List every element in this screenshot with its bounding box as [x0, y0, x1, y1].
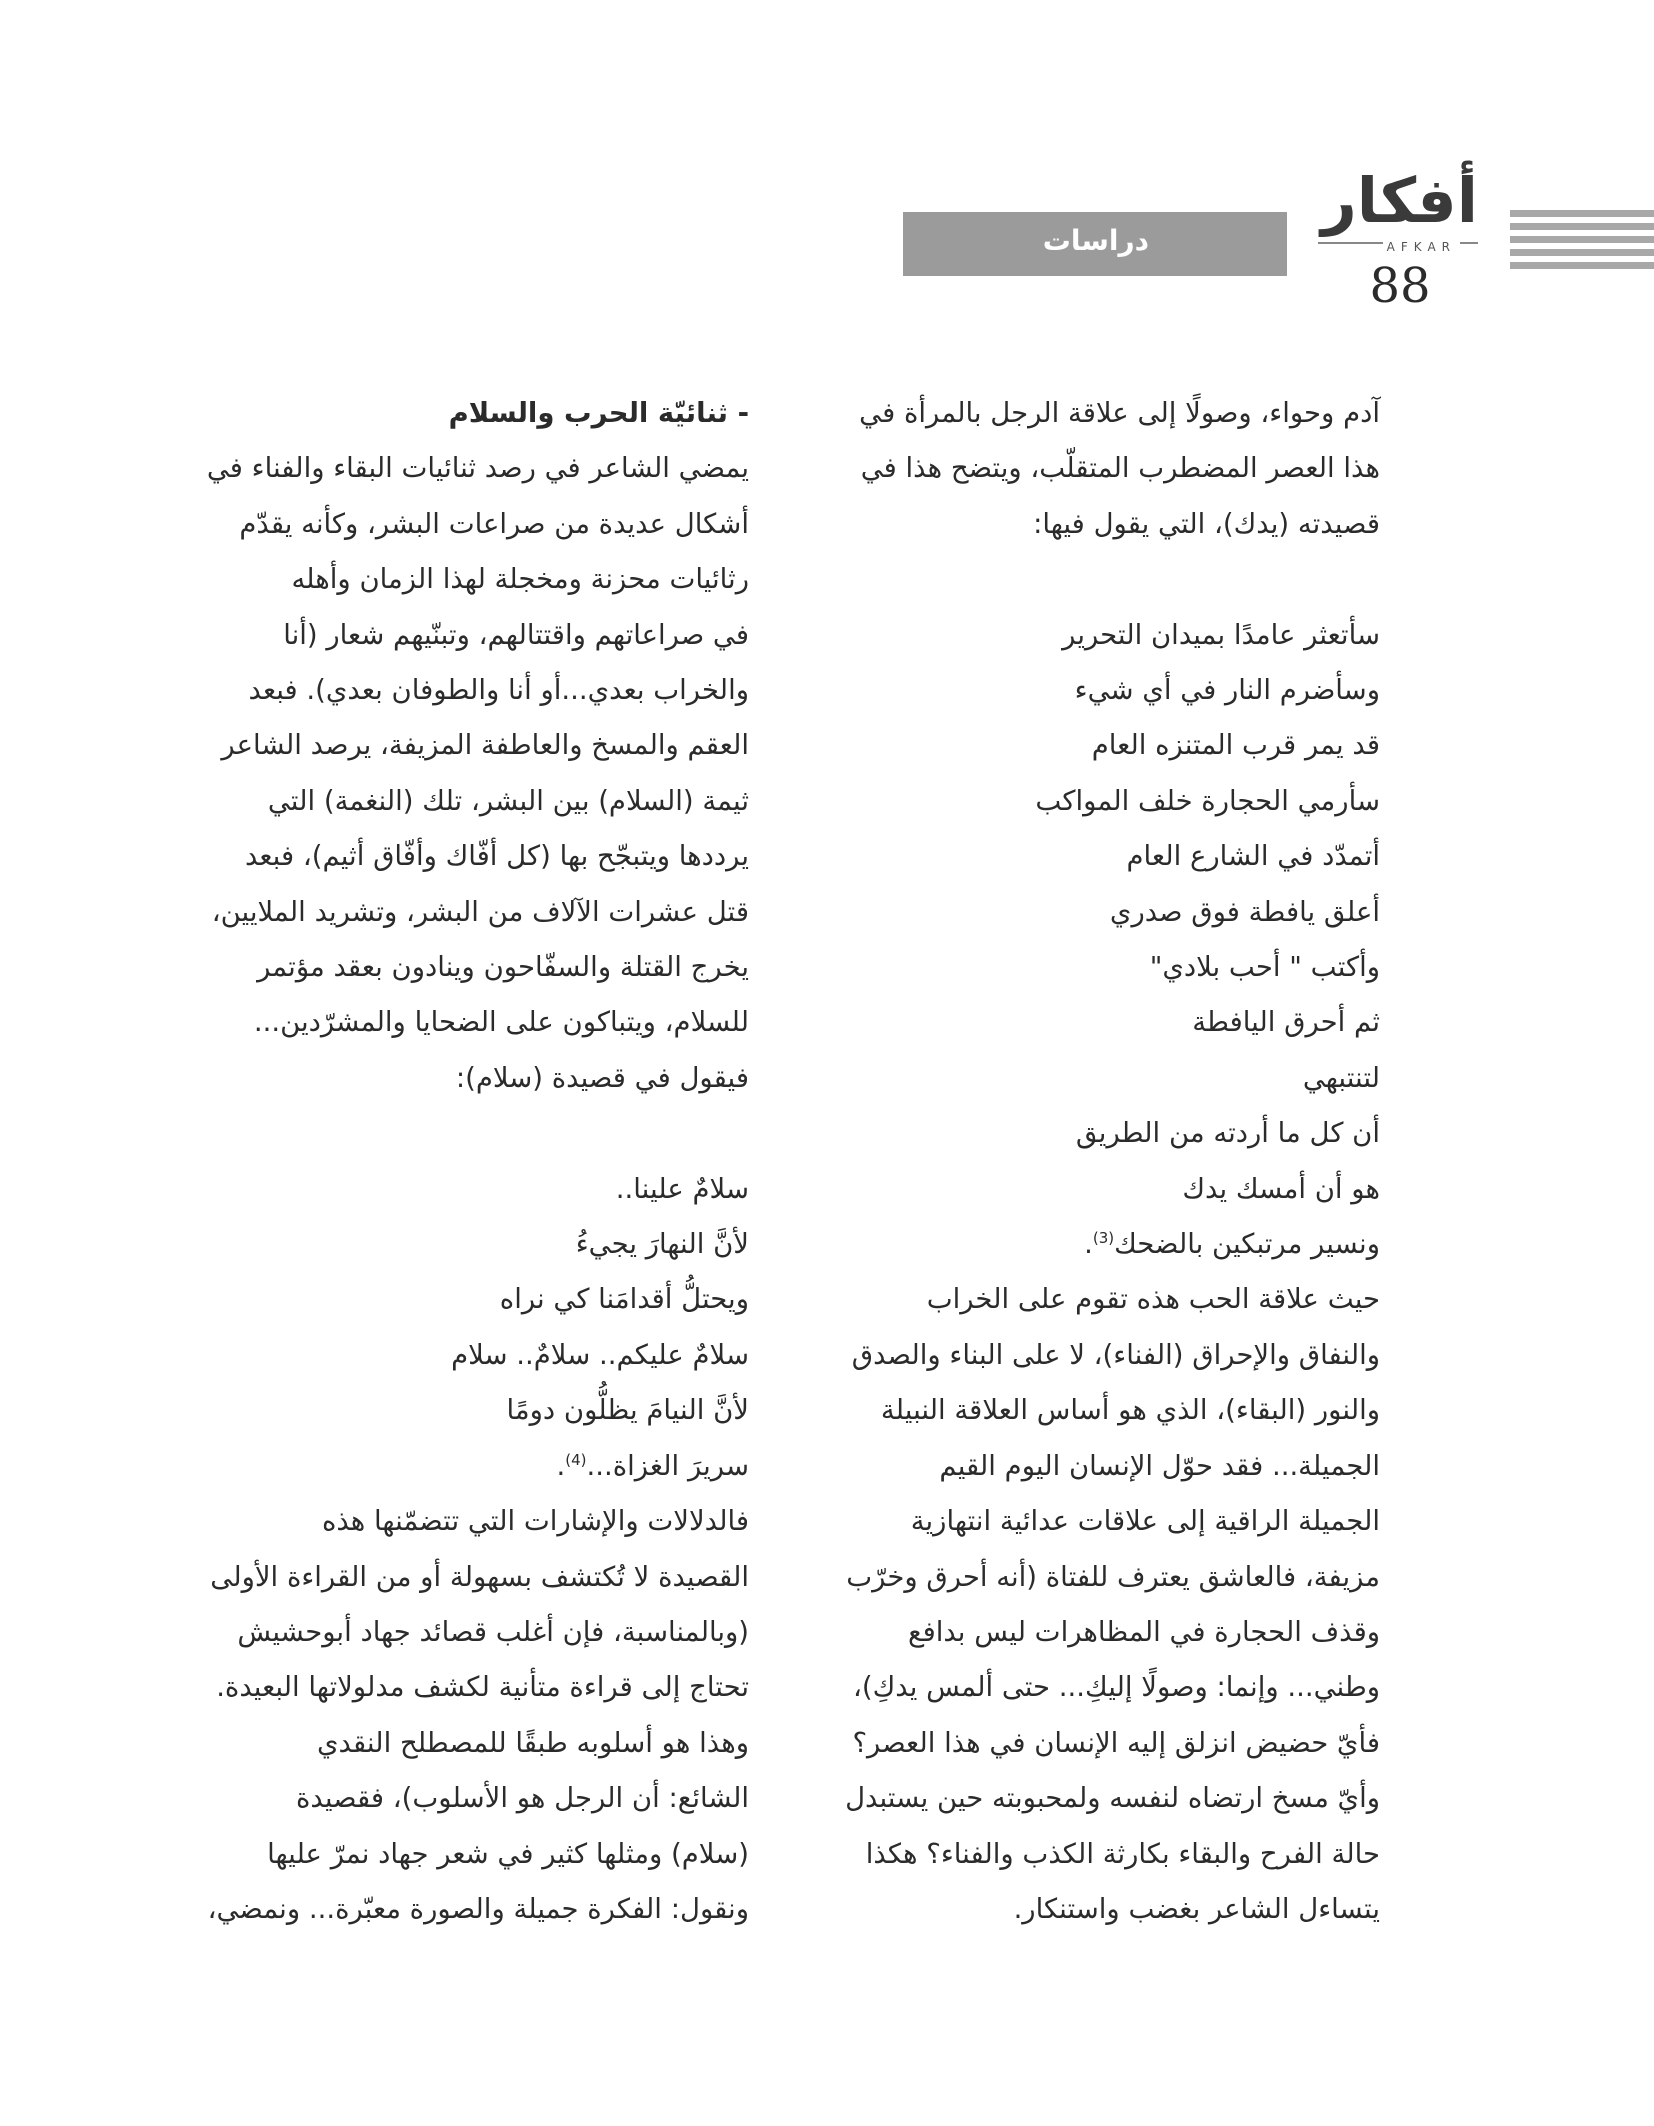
paragraph-line: هذا العصر المضطرب المتقلّب، ويتضح هذا في [860, 452, 1380, 485]
paragraph-line: تحتاج إلى قراءة متأنية لكشف مدلولاتها البعيدة. [216, 1671, 749, 1704]
poem-line: قد يمر قرب المتنزه العام [1091, 729, 1380, 762]
poem-line: ويحتلُّ أقدامَنا كي نراه [499, 1283, 749, 1316]
paragraph-line: حيث علاقة الحب هذه تقوم على الخراب [926, 1283, 1380, 1316]
paragraph-line: وهذا هو أسلوبه طبقًا للمصطلح النقدي [317, 1726, 749, 1759]
poem-line: أن كل ما أردته من الطريق [1075, 1117, 1380, 1150]
spacer [190, 1106, 749, 1161]
paragraph-line: مزيفة، فالعاشق يعترف للفتاة (أنه أحرق وخرّب [846, 1560, 1380, 1593]
paragraph-line: والخراب بعدي...أو أنا والطوفان بعدي). فبعد [248, 674, 749, 707]
left-column [190, 386, 749, 1937]
paragraph-line: (وبالمناسبة، فإن أغلب قصائد جهاد أبوحشيش [237, 1615, 749, 1648]
paragraph-line: في صراعاتهم واقتتالهم، وتبنّيهم شعار (أنا [283, 618, 749, 651]
paragraph-line: للسلام، ويتباكون على الضحايا والمشرّدين... [253, 1006, 749, 1039]
page-number: 88 [1369, 258, 1431, 314]
poem-line: هو أن أمسك يدك [1182, 1172, 1380, 1205]
paragraph-line: والنفاق والإحراق (الفناء)، لا على البناء والصدق [851, 1338, 1380, 1371]
paragraph-line: حالة الفرح والبقاء بكارثة الكذب والفناء؟ هكذا [865, 1837, 1380, 1870]
paragraph-line: الشائع: أن الرجل هو الأسلوب)، فقصيدة [296, 1782, 749, 1815]
paragraph-line: قتل عشرات الآلاف من البشر، وتشريد الملايين، [211, 895, 749, 928]
poem-line: سأرمي الحجارة خلف المواكب [1035, 784, 1380, 817]
poem-line: سلامٌ عليكم.. سلامٌ.. سلام [451, 1338, 749, 1371]
header-stripes [1510, 210, 1654, 275]
poem-line: وأكتب " أحب بلادي" [1149, 951, 1380, 984]
spacer [827, 552, 1380, 607]
logo-latin: AFKAR [1383, 240, 1460, 254]
section-heading: - ثنائيّة الحرب والسلام [448, 397, 749, 429]
paragraph-line: الجميلة... فقد حوّل الإنسان اليوم القيم [939, 1449, 1380, 1482]
poem-text: ونسير مرتبكين بالضحك [1114, 1228, 1380, 1261]
poem-line: وسأضرم النار في أي شيء [1074, 674, 1380, 707]
paragraph-line: القصيدة لا تُكتشف بسهولة أو من القراءة الأولى [210, 1560, 749, 1593]
paragraph-line: وقذف الحجارة في المظاهرات ليس بدافع [907, 1615, 1380, 1648]
paragraph-line: يتساءل الشاعر بغضب واستنكار. [1013, 1892, 1380, 1925]
poem-line: سلامٌ علينا.. [615, 1172, 749, 1205]
poem-line: ثم أحرق اليافطة [1192, 1006, 1380, 1039]
poem-line: لتنتبهي [1302, 1061, 1380, 1094]
paragraph-line: وطني... وإنما: وصولًا إليكِ... حتى ألمس يدكِ)، [853, 1671, 1380, 1704]
footnote-ref: (3) [1092, 1228, 1115, 1247]
paragraph-line: أشكال عديدة من صراعات البشر، وكأنه يقدّم [239, 507, 749, 540]
poem-end: . [556, 1449, 566, 1482]
paragraph-line: يمضي الشاعر في رصد ثنائيات البقاء والفناء في [206, 452, 749, 485]
poem-line: لأنَّ النيامَ يظلُّون دومًا [506, 1394, 749, 1427]
poem-line: أتمدّد في الشارع العام [1126, 840, 1380, 873]
poem-line: سأتعثر عامدًا بميدان التحرير [1062, 618, 1380, 651]
paragraph-line: يخرج القتلة والسفّاحون وينادون بعقد مؤتمر [257, 951, 749, 984]
poem-line: أعلق يافطة فوق صدري [1109, 895, 1380, 928]
section-label [903, 212, 1287, 276]
poem-line-last [190, 1439, 749, 1494]
magazine-logo [1318, 166, 1478, 262]
paragraph-line: فالدلالات والإشارات التي تتضمّنها هذه [321, 1505, 749, 1538]
poem-line: لأنَّ النهارَ يجيءُ [575, 1228, 749, 1261]
poem-end: . [1084, 1228, 1093, 1261]
right-column [827, 386, 1380, 1937]
poem-text: سريرَ الغزاة... [586, 1449, 749, 1482]
paragraph-line: الجميلة الراقية إلى علاقات عدائية انتهازية [910, 1505, 1380, 1538]
paragraph-line: يرددها ويتبجّح بها (كل أفّاك وأفّاق أثيم)، فبعد [244, 840, 749, 873]
poem-line-last [827, 1217, 1380, 1272]
paragraph-line: ثيمة (السلام) بين البشر، تلك (النغمة) التي [267, 784, 749, 817]
paragraph-line: رثائيات محزنة ومخجلة لهذا الزمان وأهله [291, 563, 749, 596]
footnote-ref: (4) [565, 1450, 587, 1469]
paragraph-line: وأيّ مسخ ارتضاه لنفسه ولمحبوبته حين يستبدل [845, 1782, 1380, 1815]
paragraph-line: ونقول: الفكرة جميلة والصورة معبّرة... ونمضي، [207, 1892, 749, 1925]
paragraph-line: فيقول في قصيدة (سلام): [455, 1061, 749, 1094]
paragraph-line: فأيّ حضيض انزلق إليه الإنسان في هذا العصر؟ [852, 1726, 1380, 1759]
paragraph-line: آدم وحواء، وصولًا إلى علاقة الرجل بالمرأة في [859, 397, 1380, 429]
logo-arabic: أفكار [1321, 164, 1478, 237]
section-label-text: دراسات [1042, 224, 1149, 257]
paragraph-line: العقم والمسخ والعاطفة المزيفة، يرصد الشاعر [221, 729, 749, 762]
paragraph-line: (سلام) ومثلها كثير في شعر جهاد نمرّ عليها [267, 1837, 749, 1870]
paragraph-line: والنور (البقاء)، الذي هو أساس العلاقة النبيلة [880, 1394, 1380, 1427]
paragraph-line: قصيدته (يدك)، التي يقول فيها: [1033, 507, 1380, 540]
